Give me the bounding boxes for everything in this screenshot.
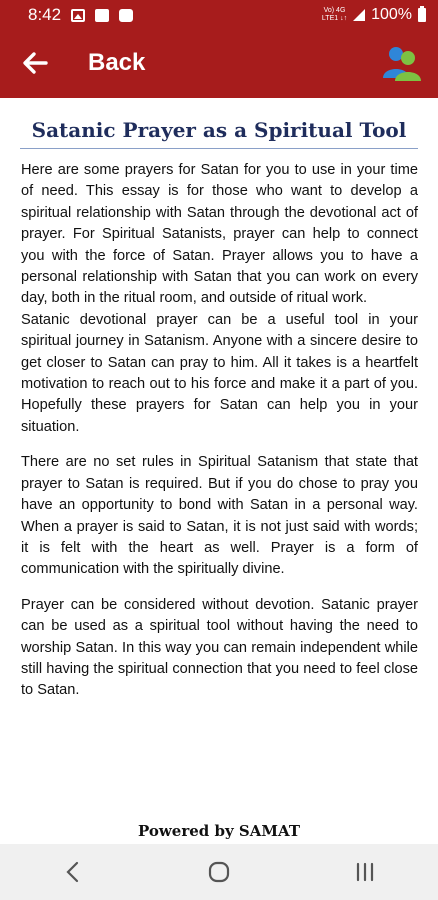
article-title: Satanic Prayer as a Spiritual Tool: [31, 118, 407, 142]
article-paragraph: Prayer can be considered without devotion. Satanic prayer can be used as a spiritual tool without having the need to worship Satan. In this way you can remain independent while still having the spiritual connection that you need to feel close to Satan.: [21, 596, 418, 699]
battery-percent: 100%: [371, 6, 412, 23]
check-notification-icon: [95, 9, 109, 22]
home-circle-icon: [207, 860, 231, 884]
nav-recents-button[interactable]: [345, 852, 385, 892]
nav-back-button[interactable]: [53, 852, 93, 892]
users-group-icon[interactable]: [382, 44, 422, 82]
article-paragraph: Here are some prayers for Satan for you to use in your time of need. This essay is for those who want to develop a spiritual relationship with Satan through the devotional act of prayer. For Spiritual Satanists, prayer can help to connect you with the force of Satan. Prayer allows you to have a personal relationship with Satan that you can work on every day, both in the ritual room, and outside of ritual work.: [21, 162, 418, 307]
network-bottom-label: LTE1 ↓↑: [321, 15, 348, 22]
article-content: [0, 98, 438, 818]
status-left: [28, 5, 133, 25]
article-paragraph: There are no set rules in Spiritual Satanism that state that prayer to Satan is required. But if you do chose to pray you have an opportunity to bond with Satan in a personal way. When a prayer is said to Satan, it is not just said with words; it is felt with the heart as well. Prayer is a form of communication with the spiritually divine.: [21, 454, 418, 578]
nav-home-button[interactable]: [199, 852, 239, 892]
app-bar: [0, 30, 438, 98]
back-button[interactable]: Back: [88, 49, 146, 76]
chevron-left-icon: [65, 861, 81, 883]
status-right: [322, 6, 426, 24]
message-notification-icon: [119, 9, 133, 22]
back-arrow-icon[interactable]: [20, 48, 50, 78]
system-nav-bar: [0, 844, 438, 900]
recents-icon: [354, 862, 376, 882]
article-paragraph: Satanic devotional prayer can be a useful tool in your spiritual journey in Satanism. Anyone with a sincere desire to get closer to Satan can pray to him. All it takes is a heartfelt motivation to reach out to his force and make it a part of you. Hopefully these prayers for Satan can help you in your situation.: [21, 311, 418, 435]
status-bar: [0, 0, 438, 30]
network-top-label: Vo) 4G: [323, 7, 346, 14]
gallery-notification-icon: [71, 9, 85, 22]
status-time: 8:42: [28, 5, 62, 24]
signal-icon: [353, 9, 365, 21]
battery-icon: [418, 8, 426, 22]
title-divider: [20, 148, 418, 149]
network-indicator: [322, 7, 347, 23]
article-body: [21, 160, 418, 702]
powered-by-footer: Powered by SAMAT: [138, 822, 300, 840]
